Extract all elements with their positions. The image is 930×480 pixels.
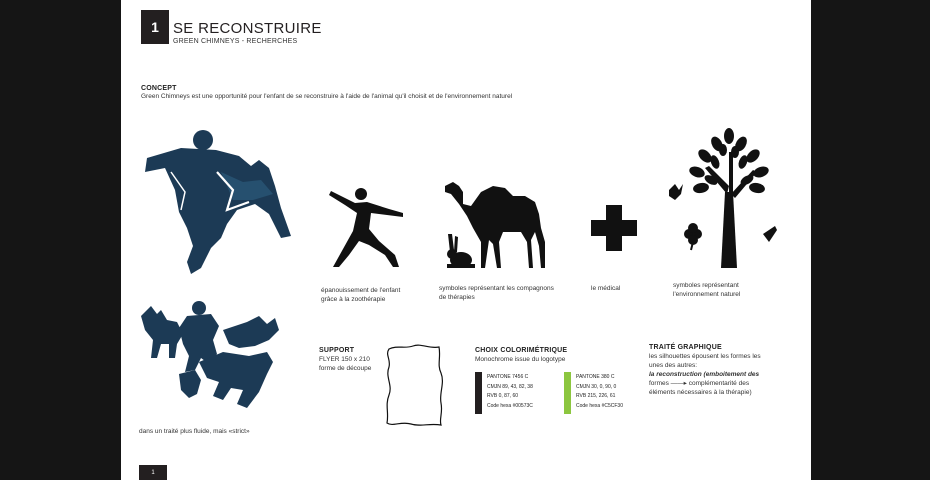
spec-line: CMJN 30, 0, 90, 0 bbox=[576, 383, 617, 390]
graphic-line: formes ——▸ complémentarité des bbox=[649, 380, 750, 387]
tree-and-leaves-icon bbox=[665, 122, 781, 272]
swatch-green-specs bbox=[576, 373, 623, 411]
colors-subtitle: Monochrome issue du logotype bbox=[475, 356, 566, 363]
spec-line: Code hexa #00573C bbox=[487, 402, 533, 409]
page-subtitle: GREEN CHIMNEYS - RECHERCHES bbox=[173, 38, 298, 45]
child-and-animal-silhouette bbox=[141, 128, 291, 278]
section-number-badge: 1 bbox=[141, 10, 169, 44]
graphic-line: éléments nécessaires à la thérapie) bbox=[649, 389, 752, 396]
graphic-line: unes des autres: bbox=[649, 362, 698, 369]
caption-line: grâce à la zoothérapie bbox=[321, 295, 386, 303]
caption-nature bbox=[673, 282, 740, 299]
caption-jumper bbox=[321, 287, 400, 304]
support-line: FLYER 150 x 210 bbox=[319, 356, 370, 363]
caption-line: épanouissement de l'enfant bbox=[321, 287, 401, 294]
caption-animals bbox=[439, 285, 554, 302]
page-number-tab: 1 bbox=[139, 465, 167, 480]
spec-line: PANTONE 7456 C bbox=[487, 374, 529, 380]
caption-line: de thérapies bbox=[439, 293, 475, 301]
caption-line: symboles représentant bbox=[673, 282, 739, 289]
support-heading: SUPPORT bbox=[319, 347, 355, 354]
spec-line: RVB 0, 87, 60 bbox=[487, 393, 519, 399]
spec-line: RVB 215, 226, 61 bbox=[576, 393, 616, 399]
spec-line: PANTONE 380 C bbox=[576, 374, 615, 380]
support-lines bbox=[319, 355, 371, 373]
die-cut-shape-outline bbox=[383, 343, 445, 427]
medical-cross-icon bbox=[591, 205, 637, 251]
concept-text: Green Chimneys est une opportunité pour l'enfant de se reconstruire à l'aide de l'animal qu'il choisit et de l'environnement naturel bbox=[141, 93, 513, 100]
swatch-dark bbox=[475, 372, 482, 414]
graphic-heading: TRAITÉ GRAPHIQUE bbox=[649, 344, 722, 351]
camel-and-rabbit-icon bbox=[441, 180, 551, 272]
caption-line: symboles représentant les compagnons bbox=[439, 285, 554, 292]
swatch-dark-specs bbox=[487, 373, 533, 411]
graphic-line: les silhouettes épousent les formes les bbox=[649, 353, 761, 360]
jumping-child-icon bbox=[327, 185, 409, 271]
spec-line: CMJN 89, 43, 82, 38 bbox=[487, 383, 533, 390]
caption-fluid: dans un traité plus fluide, mais «strict» bbox=[139, 428, 250, 435]
caption-medical: le médical bbox=[591, 285, 621, 292]
page-title: SE RECONSTRUIRE bbox=[173, 20, 322, 37]
graphic-line: la reconstruction (emboitement des bbox=[649, 371, 760, 378]
caption-line: l'environnement naturel bbox=[673, 290, 741, 298]
support-line: forme de découpe bbox=[319, 365, 372, 372]
interlocked-silhouettes bbox=[139, 300, 281, 412]
swatch-green bbox=[564, 372, 571, 414]
document-page bbox=[121, 0, 811, 480]
concept-heading: CONCEPT bbox=[141, 85, 177, 92]
graphic-lines bbox=[649, 352, 789, 397]
spec-line: Code hexa #C5CF30 bbox=[576, 402, 623, 409]
colors-heading: CHOIX COLORIMÉTRIQUE bbox=[475, 347, 568, 354]
